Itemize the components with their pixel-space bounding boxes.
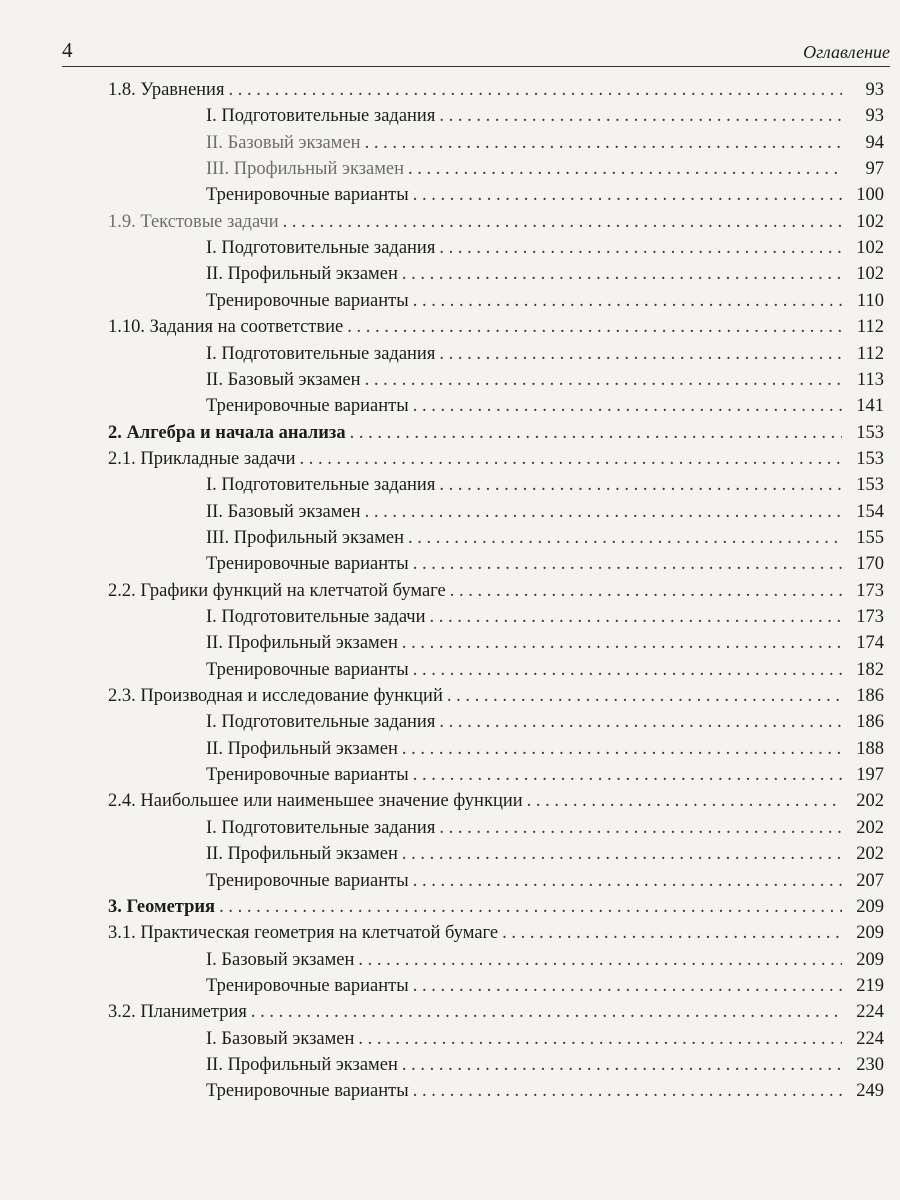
toc-entry-title: I. Подготовительные задачи [206,607,426,627]
toc-entry [206,1052,884,1079]
toc-entry-page: 188 [856,738,884,759]
toc-entry [108,999,884,1026]
dot-leader [439,103,842,130]
page-header [62,38,890,67]
toc-entry-title: II. Профильный экзамен [206,844,398,865]
toc-entry [108,894,884,921]
dot-leader [358,947,842,974]
toc-entry-title: I. Базовый экзамен [206,1028,355,1049]
toc-entry [206,551,884,578]
dot-leader [365,367,842,394]
toc-entry [206,472,884,499]
dot-leader [439,709,842,736]
toc-entry-page: 182 [856,659,884,680]
toc-entry [206,604,884,631]
toc-entry-page: 154 [856,501,884,522]
toc-entry-title: I. Подготовительные задания [206,238,436,259]
running-title: Оглавление [803,42,890,62]
toc-entry [206,709,884,736]
toc-entry-page: 219 [856,975,884,996]
dot-leader [413,762,842,789]
toc-entry [108,578,884,605]
toc-entry-title: I. Подготовительные задания [206,817,436,838]
toc-entry-title: 1.9. Текстовые задачи [108,211,279,232]
toc-entry-page: 113 [856,369,884,390]
toc-entry-page: 93 [865,106,884,127]
toc-entry-title: II. Профильный экзамен [206,738,398,759]
toc-entry-page: 230 [856,1054,884,1075]
toc-entry [108,77,884,104]
toc-entry-page: 102 [856,211,884,232]
toc-entry-page: 153 [856,475,884,496]
toc-entry [206,657,884,684]
toc-entry-title: Тренировочные варианты [206,1081,409,1102]
toc-entry [206,130,884,157]
toc-entry-page: 202 [856,791,884,812]
toc-entry [206,973,884,1000]
toc-entry-title: 2.1. Прикладные задачи [108,448,296,469]
dot-leader [439,472,842,499]
toc-entry-page: 173 [856,607,884,627]
toc-entry [206,947,884,974]
toc-entry [206,1026,884,1053]
dot-leader [365,130,842,157]
toc-entry-page: 141 [856,396,884,417]
toc-entry-page: 224 [856,1002,884,1023]
toc-entry-title: II. Профильный экзамен [206,1054,398,1075]
toc-entry-title: Тренировочные варианты [206,765,409,786]
toc-entry-title: Тренировочные варианты [206,659,409,680]
dot-leader [439,815,842,842]
dot-leader [413,288,842,315]
dot-leader [430,604,843,631]
toc-entry-page: 153 [856,448,884,469]
toc-entry-title: II. Базовый экзамен [206,369,361,390]
dot-leader [402,630,842,657]
toc-entry-title: 1.10. Задания на соответствие [108,317,344,338]
dot-leader [219,894,842,921]
toc-entry-title: II. Профильный экзамен [206,264,398,285]
toc-entry-page: 112 [856,343,884,364]
toc-entry [206,736,884,763]
toc-entry-page: 153 [856,422,884,443]
toc-entry-page: 155 [856,527,884,548]
toc-entry-title: III. Профильный экзамен [206,159,405,180]
toc-entry [206,393,884,420]
toc-entry-title: Тренировочные варианты [206,185,409,206]
toc-entry-title: Тренировочные варианты [206,290,409,311]
toc-entry-page: 174 [856,633,884,654]
toc-entry-page: 100 [856,185,884,206]
dot-leader [358,1026,842,1053]
toc-entry-page: 173 [856,580,884,601]
toc-entry-title: I. Подготовительные задания [206,343,436,364]
toc-entry [108,314,884,341]
dot-leader [402,736,842,763]
toc-entry [206,156,884,183]
toc-entry-title: I. Подготовительные задания [206,712,436,733]
dot-leader [413,1078,842,1105]
dot-leader [283,209,842,236]
toc-entry-title: III. Профильный экзамен [206,527,405,548]
toc-entry-page: 97 [865,159,884,180]
toc-entry-title: I. Базовый экзамен [206,949,355,970]
toc-entry-page: 224 [856,1028,884,1049]
dot-leader [413,182,842,209]
dot-leader [413,551,842,578]
dot-leader [300,446,842,473]
toc-entry [206,1078,884,1105]
toc-entry [206,261,884,288]
toc-entry-title: Тренировочные варианты [206,396,409,417]
toc-entry-title: II. Базовый экзамен [206,132,361,153]
dot-leader [347,314,842,341]
toc-entry [108,446,884,473]
toc-entry-title: 2. Алгебра и начала анализа [108,422,346,443]
toc-entry [206,235,884,262]
toc-entry-page: 93 [865,80,884,100]
toc-entry-page: 102 [856,264,884,285]
toc-entry-title: Тренировочные варианты [206,975,409,996]
toc-entry-title: II. Базовый экзамен [206,501,361,522]
toc-entry-page: 197 [856,765,884,786]
dot-leader [408,156,842,183]
toc-entry [108,920,884,947]
toc-entry [108,209,884,236]
dot-leader [439,341,842,368]
dot-leader [413,393,842,420]
dot-leader [408,525,842,552]
toc-entry-page: 249 [856,1081,884,1102]
dot-leader [350,420,842,447]
toc-entry-page: 209 [856,949,884,970]
dot-leader [251,999,842,1026]
toc-entry [108,420,884,447]
dot-leader [527,788,842,815]
toc-entry-page: 186 [856,686,884,707]
toc-entry-title: 3.2. Планиметрия [108,1002,247,1023]
toc-entry [206,630,884,657]
toc-entry-title: Тренировочные варианты [206,870,409,891]
page-number: 4 [62,38,73,62]
toc-entry-page: 209 [856,896,884,917]
toc-entry-title: 3.1. Практическая геометрия на клетчатой бумаге [108,923,499,944]
dot-leader [447,683,842,710]
toc-entry [206,868,884,895]
toc-entry-title: I. Подготовительные задания [206,106,436,127]
dot-leader [228,77,842,104]
dot-leader [413,868,842,895]
toc-entry-page: 102 [856,238,884,259]
toc-entry-title: 2.2. Графики функций на клетчатой бумаге [108,580,446,601]
toc-entry [206,103,884,130]
toc-entry [206,288,884,315]
dot-leader [439,235,842,262]
toc-entry [206,367,884,394]
dot-leader [402,1052,842,1079]
toc-entry [108,788,884,815]
toc-entry-title: 3. Геометрия [108,896,216,917]
dot-leader [450,578,842,605]
toc-entry [206,815,884,842]
dot-leader [502,920,842,947]
toc-entry-page: 209 [856,923,884,944]
toc-entry-page: 202 [856,817,884,838]
toc-entry-page: 110 [856,290,884,311]
toc-entry-page: 170 [856,554,884,575]
dot-leader [402,841,842,868]
toc-entry-title: 2.3. Производная и исследование функций [108,686,443,707]
dot-leader [365,499,842,526]
dot-leader [413,657,842,684]
toc-entry-title: II. Профильный экзамен [206,633,398,654]
toc-entry [206,182,884,209]
dot-leader [413,973,842,1000]
toc-entry-page: 112 [856,317,884,338]
toc-entry-page: 186 [856,712,884,733]
toc-entry-title: 1.8. Уравнения [108,80,225,100]
toc-entry [206,762,884,789]
toc-entry-page: 207 [856,870,884,891]
toc-entry [206,525,884,552]
toc-entry-title: I. Подготовительные задания [206,475,436,496]
toc-entry-page: 202 [856,844,884,865]
toc-entry-title: 2.4. Наибольшее или наименьшее значение функции [108,791,523,812]
dot-leader [402,261,842,288]
toc-entry [206,341,884,368]
toc-entry [108,683,884,710]
toc-entry [206,499,884,526]
toc-entry-title: Тренировочные варианты [206,554,409,575]
toc-entry-page: 94 [865,132,884,153]
toc-entry [206,841,884,868]
